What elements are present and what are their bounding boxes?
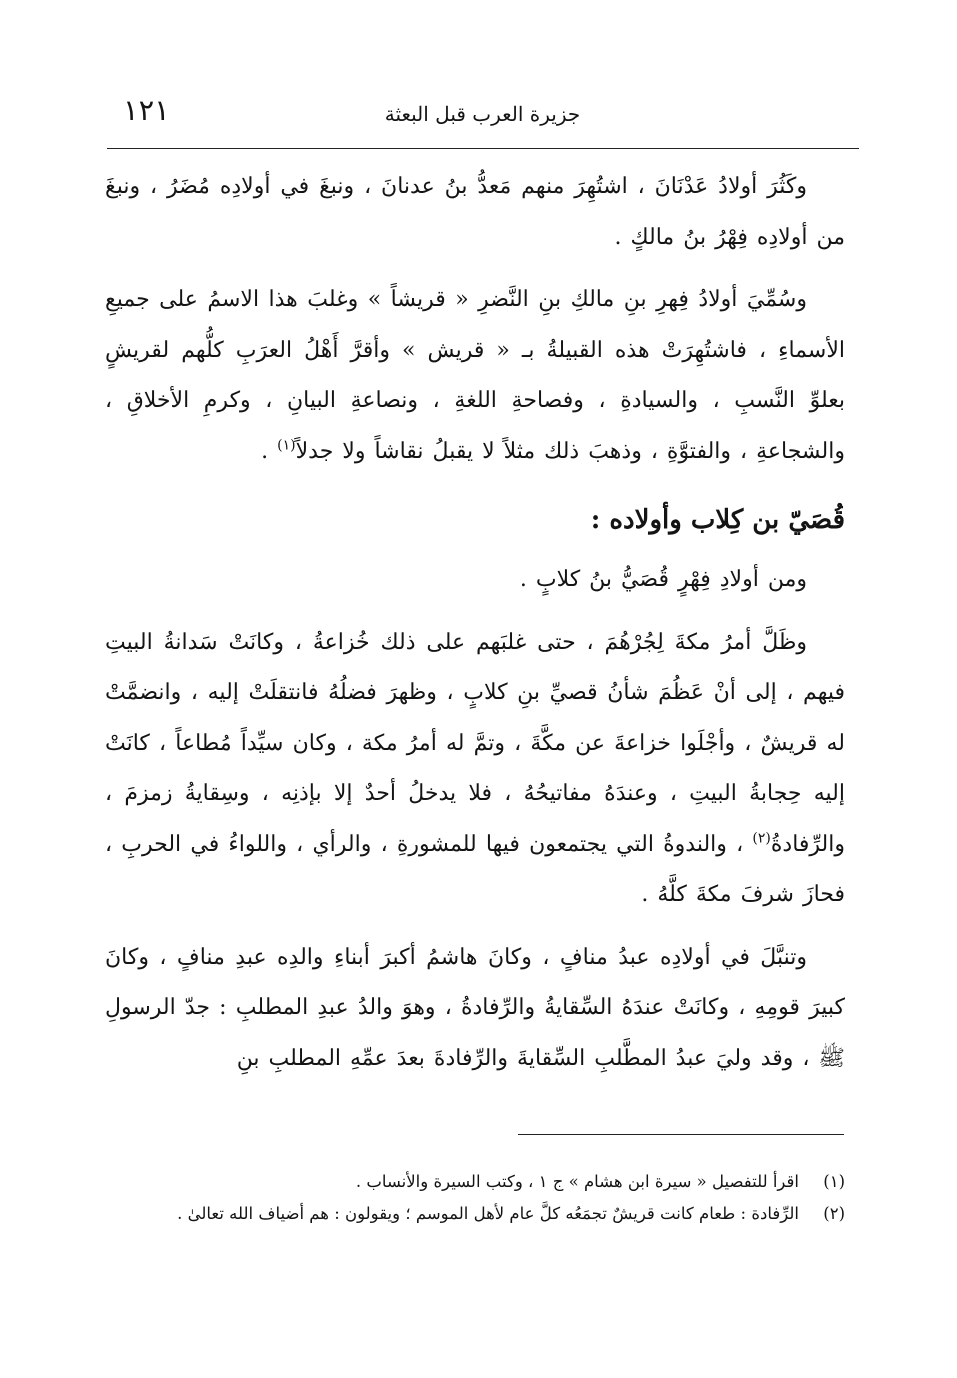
footnote-text: الرِّفادة : طعام كانت قريشٌ تجمَعُه كلَّ عام لأهل الموسم ؛ ويقولون : هم أضياف الله تعالىٰ .	[177, 1204, 799, 1223]
paragraph-abd-manaf	[105, 933, 845, 1085]
footnote-number: (٢)	[823, 1204, 845, 1223]
paragraph-quraysh	[105, 275, 845, 477]
paragraph-mecca	[105, 618, 845, 921]
running-header	[105, 92, 860, 142]
header-divider	[107, 148, 859, 149]
footnotes	[100, 1166, 845, 1230]
footnote-divider	[518, 1134, 844, 1135]
paragraph-text: وكَثُرَ أولادُ عَدْنَانَ ، اشتُهِرَ منهم مَعدُّ بنُ عدنانَ ، ونبغَ في أولادِه مُضَرُ ، ونبغَ من أولادِه فِهْرُ بنُ مالكٍ .	[105, 174, 845, 250]
section-heading: قُصَيّ بن كِلاب وأولاده :	[590, 505, 845, 535]
footnote-item	[100, 1198, 845, 1230]
page-number: ١٢١	[123, 93, 170, 127]
footnote-reference: (١)	[277, 437, 296, 454]
paragraph-end: .	[261, 438, 278, 464]
footnote-number: (١)	[823, 1172, 845, 1191]
paragraph-adnan	[105, 162, 845, 263]
footnote-item	[100, 1166, 845, 1198]
paragraph-text: وظَلَّ أمرُ مكةَ لِجُرْهُمَ ، حتى غلبَهم على ذلك خُزاعةُ ، وكانَتْ سَدانةُ البيتِ فيهم ، إلى أنْ عَظُمَ شأنُ قصيِّ بنِ كلابٍ ، وظهرَ فضلُهُ فانتقلَتْ إليه ، وانضمَّتْ له قريشٌ ، وأجْلَوا خزاعةَ عن مكَّةَ ، وتمَّ له أمرُ مكة ، وكان سيِّداً مُطاعاً ، كانَتْ إليه حِجابةُ البيتِ ، وعندَهُ مفاتيحُهُ ، فلا يدخلُ أحدٌ إلا بإذنِه ، وسِقايةُ زمزمَ ، والرِّفادةُ	[105, 629, 845, 857]
footnote-text: اقرأ للتفصيل « سيرة ابن هشام » ج ١ ، وكتب السيرة والأنساب .	[355, 1172, 799, 1191]
paragraph-qusayy-lineage	[105, 555, 845, 606]
paragraph-text: وتنبَّلَ في أولادِه عبدُ منافٍ ، وكانَ هاشمُ أكبرَ أبناءِ والدِه عبدِ منافٍ ، وكانَ كبيرَ قومِهِ ، وكانَتْ عندَهُ السِّقايةُ والرِّفادةُ ، وهوَ والدُ عبدِ المطلبِ : جدّ الرسولِ ﷺ ، وقد وليَ عبدُ المطَّلبِ السِّقايةَ والرِّفادةَ بعدَ عمِّهِ المطلبِ بنِ	[105, 944, 845, 1071]
paragraph-text: ومن أولادِ فِهْرٍ قُصَيُّ بنُ كلابٍ .	[519, 567, 807, 592]
paragraph-text: وسُمِّيَ أولادُ فِهرِ بنِ مالكِ بنِ النَّضرِ « قريشاً » وغلبَ هذا الاسمُ على جميعِ الأسماءِ ، فاشتُهِرَتْ هذه القبيلةُ بـ « قريش » وأقرَّ أَهْلُ العرَبِ كلُّهم لقريشٍ بعلوِّ النَّسبِ ، والسيادةِ ، وفصاحةِ اللغةِ ، ونصاعةِ البيانِ ، وكرمِ الأخلاقِ ، والشجاعةِ ، والفتوَّةِ ، وذهبَ ذلك مثلاً لا يقبلُ نقاشاً ولا جدلاً	[105, 287, 845, 464]
body-text	[105, 162, 845, 1096]
running-title: جزيرة العرب قبل البعثة	[384, 102, 581, 126]
footnote-reference: (٢)	[752, 830, 771, 847]
paragraph-end: ، والندوةُ التي يجتمعون فيها للمشورةِ ، والرأي ، واللواءُ في الحربِ ، فحازَ شرفَ مكةَ كلَّهُ .	[105, 831, 845, 907]
